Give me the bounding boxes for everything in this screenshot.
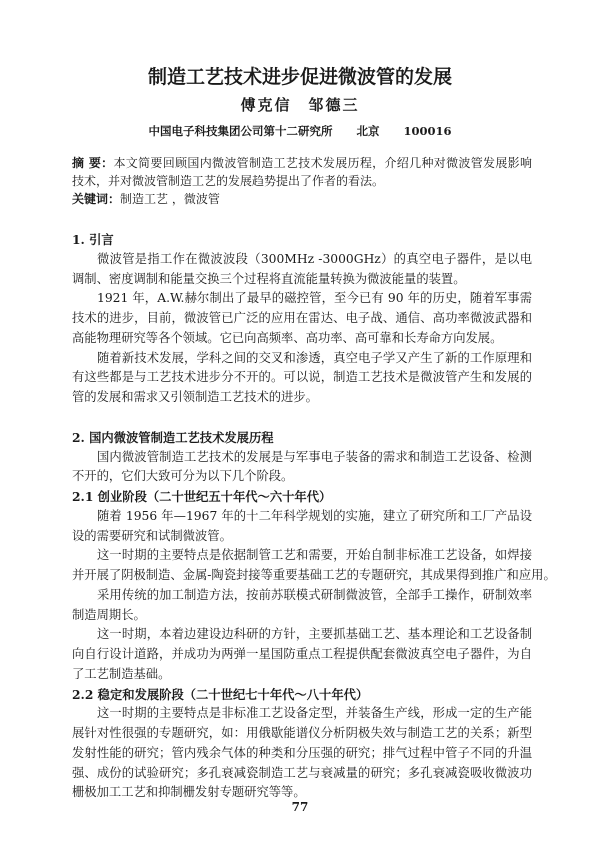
text-line: 有这些都是与工艺技术进步分不开的。可以说，制造工艺技术是微波管产生和发展的 xyxy=(72,370,532,385)
section-heading: 1. 引言 xyxy=(72,232,114,247)
paragraph xyxy=(72,507,532,547)
paragraph xyxy=(72,546,556,586)
text-line: 1921 年，A.W.赫尔制出了最早的磁控管，至今已有 90 年的历史，随着军事需 xyxy=(97,291,532,306)
text-line: 了工艺制造基础。 xyxy=(72,666,171,681)
section-heading: 2.1 创业阶段（二十世纪五十年代～六十年代） xyxy=(72,489,332,504)
text-line: 采用传统的加工制造方法，按前苏联模式研制微波管，全部手工操作，研制效率 xyxy=(97,587,532,602)
affiliation-city: 北京 xyxy=(356,124,380,138)
section-heading: 2.2 稳定和发展阶段（二十世纪七十年代～八十年代） xyxy=(72,686,369,702)
paragraph xyxy=(72,625,532,684)
paragraph xyxy=(72,349,532,408)
text-line: 技术的进步，目前，微波管已广泛的应用在雷达、电子战、通信、高功率微波武器和 xyxy=(72,311,532,325)
paper-authors: 傅克信 邹德三 xyxy=(240,96,360,114)
text-line: 展针对性很强的专题研究，如：用俄歇能谱仪分析阴极失效与制造工艺的关系；新型 xyxy=(72,726,532,740)
text-line: 国内微波管制造工艺技术的发展是与军事电子装备的需求和制造工艺设备、检测 xyxy=(97,449,532,464)
abstract-line: 摘 要：本文简要回顾国内微波管制造工艺技术发展历程，介绍几种对微波管发展影响 xyxy=(72,156,532,170)
text-line: 这一时期的主要特点是非标准工艺设备定型，并装备生产线，形成一定的生产能 xyxy=(97,706,532,721)
text-line: 这一时期的主要特点是依据制管工艺和需要，开始自制非标准工艺设备，如焊接 xyxy=(97,548,532,563)
text-line: 设的需要研究和试制微波管。 xyxy=(72,528,232,543)
page-number: 77 xyxy=(291,800,309,814)
abstract-label: 摘 要： xyxy=(72,156,114,170)
affiliation xyxy=(0,123,600,139)
keywords-label: 关键词： xyxy=(72,192,121,206)
text-line: 不开的，它们大致可分为以下几个阶段。 xyxy=(72,469,294,484)
paragraph xyxy=(72,704,532,803)
text-line: 发射性能的研究；管内残余气体的种类和分压强的研究；排气过程中管子不同的升温 xyxy=(72,745,532,760)
paragraph xyxy=(72,289,532,348)
text-line: 这一时期，本着边建设边科研的方针，主要抓基础工艺、基本理论和工艺设备制 xyxy=(97,627,532,642)
text-line: 高能物理研究等各个领域。它已向高频率、高功率、高可靠和长寿命方向发展。 xyxy=(72,330,503,345)
paragraph xyxy=(72,448,532,488)
section-heading: 2. 国内微波管制造工艺技术发展历程 xyxy=(72,429,274,445)
text-line: 栅极加工工艺和抑制栅发射专题研究等等。 xyxy=(72,785,306,800)
paper-body xyxy=(72,230,556,803)
abstract-line: 技术，并对微波管制造工艺的发展趋势提出了作者的看法。 xyxy=(72,174,385,188)
text-line: 随着新技术发展，学科之间的交叉和渗透，真空电子学又产生了新的工作原理和 xyxy=(97,350,532,365)
paragraph xyxy=(72,586,532,626)
text-line: 制造周期长。 xyxy=(72,607,146,622)
paper-title: 制造工艺技术进步促进微波管的发展 xyxy=(147,66,452,88)
text-line: 强、成份的试验研究；多孔衰减瓷制造工艺与衰减量的研究；多孔衰减瓷吸收微波功 xyxy=(72,765,532,780)
text-line: 调制、密度调制和能量交换三个过程将直流能量转换为微波能量的装置。 xyxy=(72,271,466,286)
text-line: 管的发展和需求又引领制造工艺技术的进步。 xyxy=(72,390,318,404)
text-line: 微波管是指工作在微波波段（300MHz -3000GHz）的真空电子器件，是以电 xyxy=(97,251,532,266)
text-line: 向自行设计道路，并成功为两弹一星国防重点工程提供配套微波真空电子器件，为自 xyxy=(72,647,532,661)
paragraph xyxy=(72,250,532,290)
keywords xyxy=(72,190,532,208)
affiliation-postcode: 100016 xyxy=(403,124,452,138)
abstract xyxy=(72,154,532,208)
keywords-value: 制造工艺 ，微波管 xyxy=(120,192,220,206)
text-line: 并开展了阴极制造、金属-陶瓷封接等重要基础工艺的专题研究，其成果得到推广和应用。 xyxy=(72,568,556,582)
text-line: 随着 1956 年—1967 年的十二年科学规划的实施，建立了研究所和工厂产品设 xyxy=(97,508,532,523)
affiliation-org: 中国电子科技集团公司第十二研究所 xyxy=(148,124,333,138)
